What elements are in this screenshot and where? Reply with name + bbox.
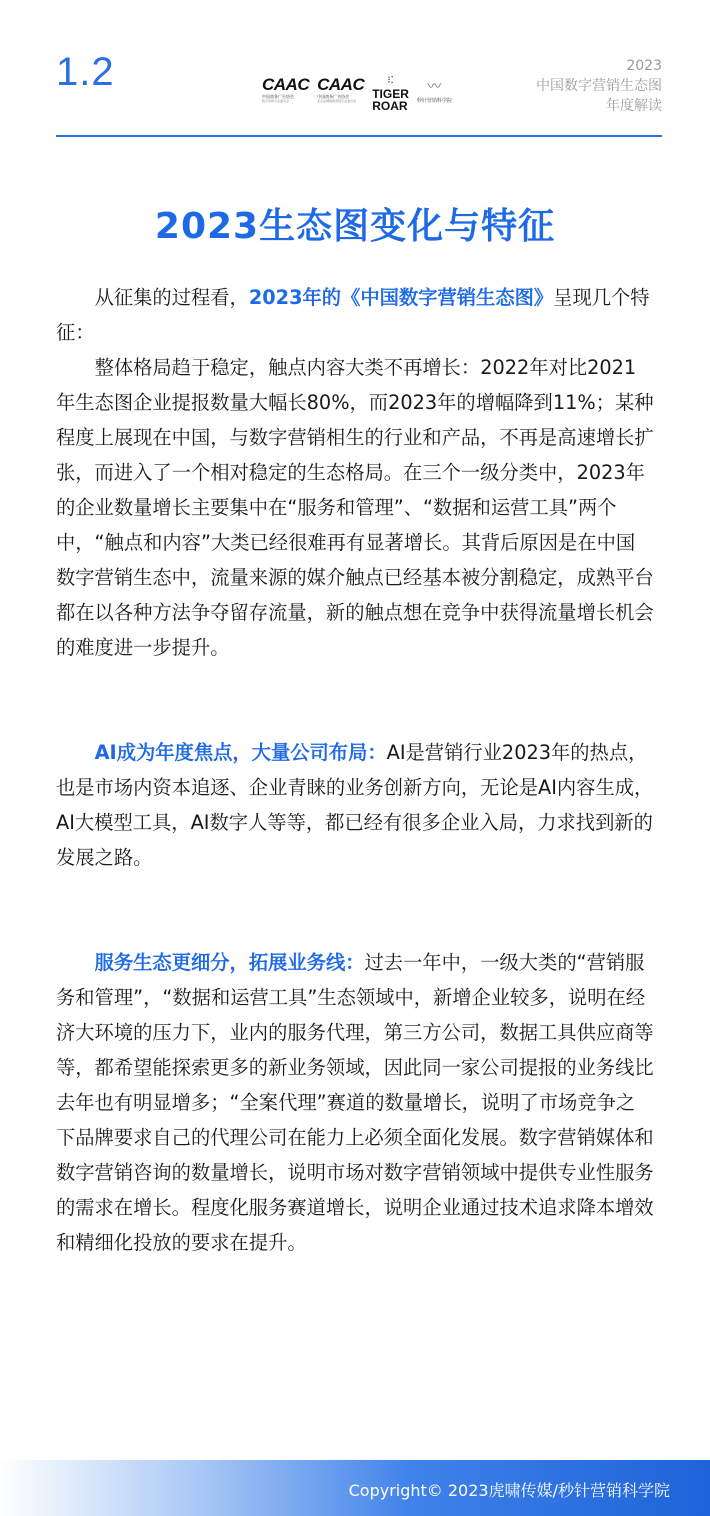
page-title: 2023生态图变化与特征	[154, 206, 556, 247]
services-highlight: 服务生态更细分，拓展业务线：	[94, 951, 365, 974]
intro-highlight: 2023年的《中国数字营销生态图》	[248, 286, 554, 309]
caac-logo-1: CAAC 中国商务广告协会 数字营销专业委员会	[262, 75, 310, 103]
article-body	[56, 280, 654, 1260]
report-subtitle: 年度解读	[606, 98, 662, 114]
paragraph-ai: AI成为年度焦点，大量公司布局：AI是营销行业2023年的热点，也是市场内资本追逐、企业青睐的业务创新方向，无论是AI内容生成，AI大模型工具，AI数字人等等，都已经有很多企业入局，力求找到新的发展之路。	[56, 741, 654, 869]
partner-logos	[262, 76, 452, 116]
tiger-roar-logo: ⁝⁚ TIGER ROAR	[372, 75, 409, 113]
header-divider	[56, 135, 662, 137]
report-heading	[536, 56, 662, 116]
copyright-text: Copyright© 2023虎啸传媒/秒针营销科学院	[348, 1481, 670, 1500]
report-year: 2023	[626, 58, 662, 74]
miaozhen-logo: 〰 秒针营销科学院	[416, 79, 452, 104]
ai-highlight: AI成为年度焦点，大量公司布局：	[94, 741, 387, 764]
paragraph-stability: 整体格局趋于稳定，触点内容大类不再增长：2022年对比2021年生态图企业提报数量大幅长80%，而2023年的增幅降到11%；某种程度上展现在中国，与数字营销相生的行业和产品，不再是高速增长扩张，而进入了一个相对稳定的生态格局。在三个一级分类中，2023年的企业数量增长主要集中在“服务和管理”、“数据和运营工具”两个中，“触点和内容”大类已经很难再有显著增长。其背后原因是在中国数字营销生态中，流量来源的媒介触点已经基本被分割稳定，成熟平台都在以各种方法争夺留存流量，新的触点想在竞争中获得流量增长机会的难度进一步提升。	[56, 356, 654, 659]
intro-paragraph: 从征集的过程看，2023年的《中国数字营销生态图》呈现几个特征：	[56, 286, 650, 344]
footer-bar	[0, 1460, 710, 1516]
section-number: 1.2	[56, 50, 115, 94]
caac-logo-2: CAAC 中国商务广告协会 北京品牌数智营销专业委员会	[317, 75, 365, 103]
report-title: 中国数字营销生态图	[536, 78, 662, 94]
wave-icon: 〰	[427, 79, 442, 95]
paragraph-services: 服务生态更细分，拓展业务线：过去一年中，一级大类的“营销服务和管理”，“数据和运营工具”生态领域中，新增企业较多，说明在经济大环境的压力下，业内的服务代理，第三方公司，数据工具供应商等等，都希望能探索更多的新业务领域，因此同一家公司提报的业务线比去年也有明显增多；“全案代理”赛道的数量增长，说明了市场竞争之下品牌要求自己的代理公司在能力上必须全面化发展。数字营销媒体和数字营销咨询的数量增长，说明市场对数字营销领域中提供专业性服务的需求在增长。程度化服务赛道增长，说明企业通过技术追求降本增效和精细化投放的要求在提升。	[56, 951, 654, 1254]
tiger-dots-icon: ⁝⁚	[387, 75, 394, 86]
